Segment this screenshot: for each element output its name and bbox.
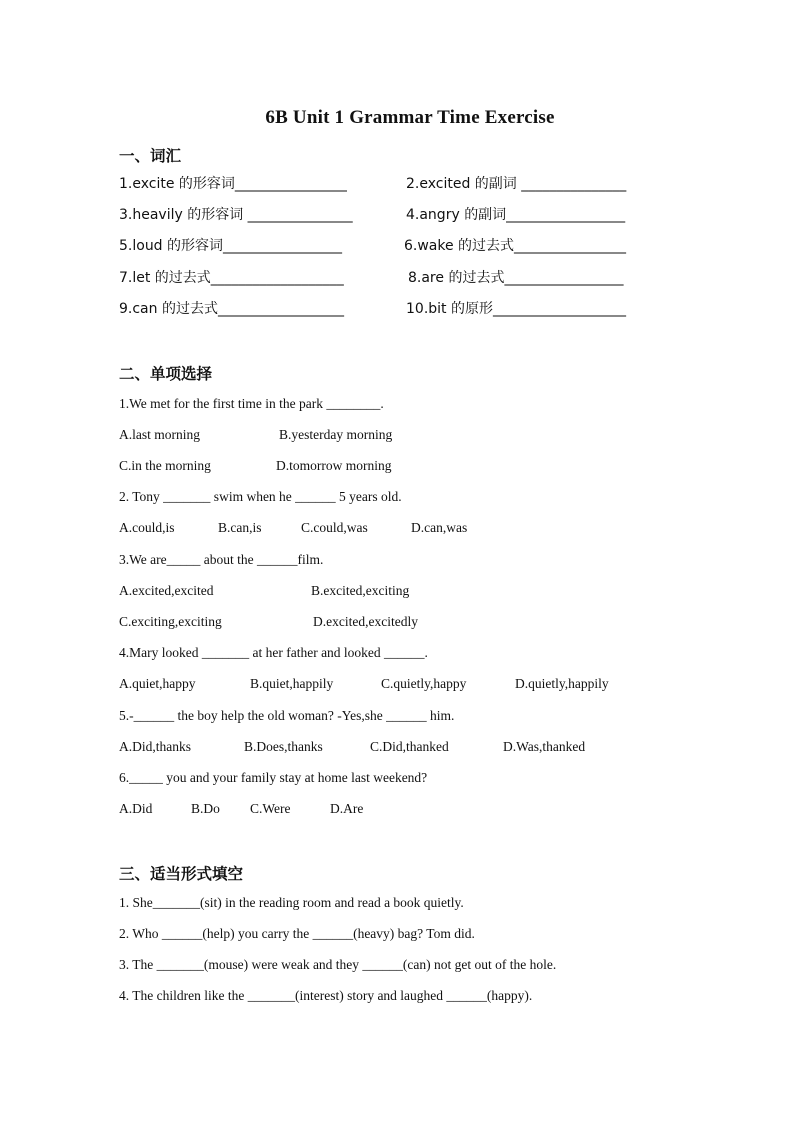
option: B.excited,exciting — [311, 583, 410, 598]
option: D.Are — [330, 801, 364, 816]
option: D.can,was — [411, 520, 468, 535]
vocab-item: 2.excited 的副词 _______________ — [406, 176, 627, 192]
option: B.can,is — [218, 520, 262, 535]
question-text: 4.Mary looked _______ at her father and looked ______. — [119, 645, 428, 660]
question-text: 1.We met for the first time in the park ________. — [119, 396, 384, 411]
option: D.Was,thanked — [503, 739, 586, 754]
fill-item: 4. The children like the _______(interest) story and laughed ______(happy). — [119, 988, 533, 1003]
section-heading-fill-in: 三、适当形式填空 — [119, 865, 244, 883]
question-text: 3.We are_____ about the ______film. — [119, 552, 324, 567]
vocab-item: 6.wake 的过去式________________ — [404, 238, 627, 254]
option: D.tomorrow morning — [276, 458, 392, 473]
vocab-item: 7.let 的过去式___________________ — [119, 270, 344, 286]
option: C.quietly,happy — [381, 676, 467, 691]
option: C.could,was — [301, 520, 368, 535]
vocab-item: 10.bit 的原形___________________ — [406, 301, 626, 317]
fill-item: 3. The _______(mouse) were weak and they ______(can) not get out of the hole. — [119, 957, 557, 972]
vocab-item: 4.angry 的副词_________________ — [406, 207, 626, 223]
option: A.last morning — [119, 427, 200, 442]
option: C.Did,thanked — [370, 739, 449, 754]
vocab-item: 8.are 的过去式_________________ — [408, 270, 624, 286]
fill-item: 1. She_______(sit) in the reading room and read a book quietly. — [119, 895, 464, 910]
question-text: 6._____ you and your family stay at home last weekend? — [119, 770, 428, 785]
option: C.in the morning — [119, 458, 211, 473]
question-text: 5.-______ the boy help the old woman? -Yes,she ______ him. — [119, 708, 455, 723]
option: B.yesterday morning — [279, 427, 393, 442]
vocab-item: 3.heavily 的形容词 _______________ — [119, 207, 353, 223]
option: A.quiet,happy — [119, 676, 196, 691]
option: D.excited,excitedly — [313, 614, 418, 629]
vocab-item: 1.excite 的形容词________________ — [119, 176, 347, 192]
option: A.Did,thanks — [119, 739, 191, 754]
option: B.Do — [191, 801, 220, 816]
option: A.Did — [119, 801, 153, 816]
option: C.Were — [250, 801, 291, 816]
question-text: 2. Tony _______ swim when he ______ 5 years old. — [119, 489, 402, 504]
option: A.excited,excited — [119, 583, 214, 598]
option: B.Does,thanks — [244, 739, 323, 754]
option: D.quietly,happily — [515, 676, 609, 691]
vocab-item: 5.loud 的形容词_________________ — [119, 238, 343, 254]
vocab-item: 9.can 的过去式__________________ — [119, 301, 344, 317]
section-heading-multiple-choice: 二、单项选择 — [119, 365, 213, 383]
page-title: 6B Unit 1 Grammar Time Exercise — [265, 107, 555, 128]
option: C.exciting,exciting — [119, 614, 222, 629]
fill-item: 2. Who ______(help) you carry the ______(heavy) bag? Tom did. — [119, 926, 475, 941]
section-heading-vocabulary: 一、词汇 — [119, 147, 182, 165]
option: B.quiet,happily — [250, 676, 334, 691]
option: A.could,is — [119, 520, 175, 535]
